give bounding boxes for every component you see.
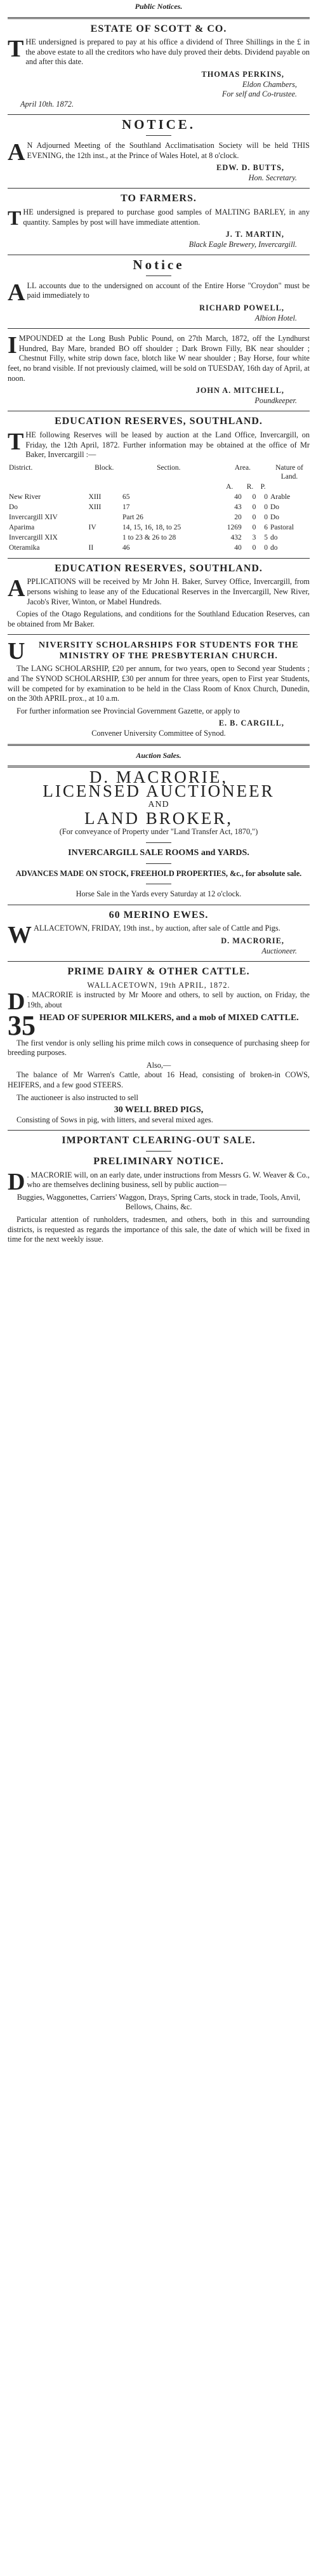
- table-cell: 17: [122, 503, 130, 511]
- notice-title: Notice: [133, 257, 185, 273]
- notice-title: EDUCATION RESERVES, SOUTHLAND.: [55, 562, 263, 574]
- column-header: Nature of Land.: [275, 463, 303, 481]
- signatory-role: Auctioneer.: [261, 946, 297, 955]
- table-cell: 0: [264, 503, 268, 511]
- advert-prime-dairy: [8, 967, 310, 1125]
- divider: [8, 744, 310, 746]
- advert-items: Buggies, Waggonettes, Carriers' Waggon, Drays, Spring Carts, stock in trade, Tools, Anvil, Bellows, Chains, &c.: [16, 1192, 301, 1212]
- signatory-role: Convener University Committee of Synod.: [91, 728, 226, 738]
- advert-body-3: The balance of Mr Warren's Cattle, about 16 Head, consisting of broken-in COWS, HEIFERS, and a few good STEERS.: [8, 1070, 310, 1089]
- advert-advances: ADVANCES MADE ON STOCK, FREEHOLD PROPERTIES, &c., for absolute sale.: [15, 868, 302, 878]
- notice-title: TO FARMERS.: [121, 193, 197, 204]
- drop-cap: T: [8, 428, 24, 455]
- notice-body: A N Adjourned Meeting of the Southland Acclimatisation Society will be held THIS EVENING, the 12th inst., at the Prince of Wales Hotel, at 8 o'clock.: [8, 138, 310, 166]
- table-cell: 0: [264, 543, 268, 552]
- stock-count: 35: [8, 1009, 36, 1041]
- signatory-role: For self and Co-trustee.: [221, 90, 297, 99]
- advert-also: Also,—: [146, 1060, 171, 1070]
- table-cell: 1269: [227, 523, 242, 531]
- advert-body-4: The auctioneer is also instructed to sell: [16, 1092, 138, 1102]
- advert-merino-ewes: [8, 910, 310, 956]
- signatory-name: D. MACRORIE,: [221, 936, 284, 946]
- divider: [8, 114, 310, 115]
- table-cell: 0: [252, 493, 256, 501]
- table-cell: 0: [264, 513, 268, 521]
- unit-header: R.: [246, 482, 254, 491]
- notice-university-scholarships: [8, 640, 310, 738]
- signatory-name: THOMAS PERKINS,: [201, 69, 284, 79]
- notice-estate-scott: [8, 24, 310, 110]
- table-cell: Invercargill XIX: [9, 533, 58, 541]
- table-units-row: [8, 482, 310, 492]
- reserves-table-body: [8, 492, 310, 553]
- column-header: Area.: [234, 463, 251, 472]
- section-title-auction-sales: Auction Sales.: [136, 750, 181, 760]
- divider: [8, 328, 310, 329]
- table-cell: 43: [234, 503, 242, 511]
- table-header-row: [8, 463, 310, 482]
- table-cell: Aparima: [9, 523, 35, 531]
- notice-body: The LANG SCHOLARSHIP, £20 per annum, for two years, open to Second year Students ; and The SYNOD SCHOLARSHIP, £30 per annum for three years, open to First year Students, will be competed for by examination to be held in the Class Room of Knox Church, Dunedin, on the 30th APRIL prox., at 10 a.m.: [8, 664, 310, 703]
- notice-to-farmers: [8, 194, 310, 249]
- drop-cap: I: [8, 332, 17, 359]
- divider: [8, 961, 310, 962]
- table-cell: 3: [252, 533, 256, 541]
- drop-cap: T: [8, 36, 24, 63]
- unit-header: P.: [260, 482, 266, 491]
- table-cell: Do: [270, 503, 280, 511]
- advert-horse-sale: Horse Sale in the Yards every Saturday at 12 o'clock.: [76, 889, 242, 899]
- notice-body: APPLICATIONS will be received by Mr John H. Baker, Survey Office, Invercargill, from persons wishing to lease any of the Educational Reserves in the Invercargill, New River, Jacob's River, Winton, or Mabel Hundreds.: [8, 575, 310, 606]
- notice-heading: U NIVERSITY SCHOLARSHIPS FOR STUDENTS FOR THE MINISTRY OF THE PRESBYTERIAN CHURCH.: [8, 638, 299, 665]
- drop-cap: A: [8, 279, 25, 306]
- table-row: [8, 533, 310, 543]
- notice-title: NOTICE.: [121, 117, 196, 133]
- signatory-place: Albion Hotel.: [254, 313, 297, 322]
- column-header: District.: [9, 463, 33, 472]
- advert-pigs: 30 WELL BRED PIGS,: [114, 1105, 204, 1115]
- advert-and: AND: [148, 800, 169, 810]
- table-cell: 20: [234, 513, 242, 521]
- divider: [8, 1130, 310, 1131]
- table-cell: 432: [230, 533, 242, 541]
- column-header: Section.: [157, 463, 181, 472]
- column-header: Block.: [95, 463, 114, 472]
- divider: [146, 863, 171, 864]
- drop-cap: T: [8, 206, 22, 229]
- divider: [146, 842, 171, 843]
- table-cell: 0: [252, 523, 256, 531]
- table-row: [8, 522, 310, 533]
- notice-body-2: Copies of the Otago Regulations, and conditions for the Southland Education Reserves, can be obtained from Mr Baker.: [8, 609, 310, 628]
- advert-stock: 35 HEAD OF SUPERIOR MILKERS, and a mob of MIXED CATTLE.: [8, 1009, 299, 1041]
- notice-title: ESTATE OF SCOTT & CO.: [90, 23, 227, 34]
- notice-education-reserves-applications: [8, 564, 310, 630]
- signatory-role: Poundkeeper.: [254, 395, 297, 405]
- table-cell: Arable: [270, 493, 291, 501]
- advert-note: (For conveyance of Property under "Land Transfer Act, 1870,"): [59, 827, 258, 837]
- signatory-place: Black Eagle Brewery, Invercargill.: [188, 239, 297, 249]
- table-cell: 0: [252, 543, 256, 552]
- table-cell: 0: [252, 513, 256, 521]
- notice-title: EDUCATION RESERVES, SOUTHLAND.: [55, 416, 263, 427]
- signatory-address: Eldon Chambers,: [242, 79, 297, 89]
- notice-education-reserves-lease: [8, 416, 310, 552]
- unit-header: A.: [226, 482, 234, 491]
- notice-body-2: For further information see Provincial Government Gazette, or apply to: [16, 706, 240, 715]
- drop-cap: W: [8, 922, 32, 949]
- reserves-table: [8, 463, 310, 553]
- advert-date: WALLACETOWN, 19th APRIL, 1872.: [87, 980, 230, 990]
- advert-body-2: The first vendor is only selling his prime milch cows in consequence of purchasing sheep for breeding purposes.: [8, 1038, 310, 1058]
- signatory-name: RICHARD POWELL,: [199, 303, 284, 313]
- table-cell: Oteramika: [9, 543, 40, 552]
- table-cell: 5: [264, 533, 268, 541]
- advert-clearing-sale-title: IMPORTANT CLEARING-OUT SALE.: [62, 1135, 256, 1146]
- notice-impounded: [8, 334, 310, 406]
- advert-body: WALLACETOWN, FRIDAY, 19th inst., by auction, after sale of Cattle and Pigs.: [8, 922, 280, 949]
- table-cell: [88, 512, 121, 522]
- table-cell: XIII: [88, 493, 102, 501]
- table-cell: IV: [88, 523, 96, 531]
- advert-name: D. MACRORIE,: [89, 767, 228, 787]
- table-cell: New River: [9, 493, 41, 501]
- notice-body: THE undersigned is prepared to pay at his office a dividend of Three Shillings in the £ in the above estate to all the creditors who have duly proved their debts. Dividend payable on and after this date.: [8, 36, 310, 67]
- drop-cap: D: [8, 1168, 25, 1195]
- divider: [8, 558, 310, 559]
- divider: [8, 188, 310, 189]
- table-cell: Pastoral: [270, 523, 294, 531]
- table-cell: do: [270, 533, 278, 541]
- notice-date: April 10th. 1872.: [20, 99, 74, 109]
- advert-title: PRIME DAIRY & OTHER CATTLE.: [67, 966, 250, 978]
- advert-title: 60 MERINO EWES.: [109, 909, 209, 920]
- signatory-name: JOHN A. MITCHELL,: [195, 386, 284, 395]
- table-cell: Invercargill XIV: [9, 513, 58, 521]
- advert-preliminary-notice: [8, 1157, 310, 1245]
- advert-body-2: Particular attention of runholders, tradesmen, and others, both in this and surrounding districts, is requested as regards the importance of this sale, the date of which will be fixed in time for the next weekly issue.: [8, 1214, 310, 1244]
- table-cell: 40: [234, 493, 242, 501]
- advert-rooms: INVERCARGILL SALE ROOMS and YARDS.: [68, 848, 249, 858]
- signatory-name: EDW. D. BUTTS,: [216, 163, 284, 173]
- table-cell: [88, 533, 121, 543]
- table-cell: 40: [234, 543, 242, 552]
- advert-broker: LAND BROKER,: [84, 808, 233, 828]
- advert-macrorie: [8, 767, 310, 900]
- table-cell: II: [88, 543, 94, 552]
- table-row: [8, 502, 310, 512]
- advert-title: PRELIMINARY NOTICE.: [93, 1155, 224, 1167]
- advert-body: D . MACRORIE will, on an early date, under instructions from Messrs G. W. Weaver & Co., who are themselves declining business, sell by public auction—: [8, 1168, 310, 1195]
- divider: [8, 17, 310, 19]
- section-title-public-notices: Public Notices.: [135, 2, 183, 11]
- drop-cap: U: [8, 638, 26, 665]
- advert-licensed: LICENSED AUCTIONEER: [43, 781, 275, 800]
- table-cell: 0: [264, 493, 268, 501]
- drop-cap: A: [8, 138, 25, 166]
- drop-cap: A: [8, 575, 25, 602]
- table-cell: Do: [270, 513, 280, 521]
- notice-body: IMPOUNDED at the Long Bush Public Pound, on 27th March, 1872, off the Lyndhurst Hundred, Bay Mare, branded BO off shoulder ; Dark Brown Filly, BK near shoulder ; Chestnut Filly, white strip down face, blotch like W near shoulder ; Bay Horse, four white feet, no brand visible. If not previously claimed, will be sold on TUESDAY, 16th day of April, at noon.: [8, 332, 310, 383]
- table-cell: do: [270, 543, 278, 552]
- divider: [146, 135, 171, 136]
- notice-croydon: [8, 257, 310, 323]
- table-row: [8, 492, 310, 502]
- signatory-name: J. T. MARTIN,: [225, 230, 284, 239]
- table-cell: Do: [9, 503, 18, 511]
- table-cell: 6: [264, 523, 268, 531]
- signatory-name: E. B. CARGILL,: [218, 719, 284, 728]
- drop-cap: D: [8, 988, 25, 1016]
- table-cell: Part 26: [122, 513, 143, 521]
- table-cell: 46: [122, 543, 130, 552]
- notice-body: THE undersigned is prepared to purchase good samples of MALTING BARLEY, in any quantity. Samples by post will have immediate attention.: [8, 206, 310, 229]
- signatory-role: Hon. Secretary.: [248, 173, 297, 182]
- table-row: [8, 512, 310, 522]
- table-cell: 0: [252, 503, 256, 511]
- notice-body: ALL accounts due to the undersigned on account of the Entire Horse "Croydon" must be paid immediately to: [8, 279, 310, 306]
- table-row: [8, 543, 310, 553]
- divider: [146, 1151, 171, 1152]
- advert-body-5: Consisting of Sows in pig, with litters, and several mixed ages.: [16, 1115, 213, 1124]
- notice-body: THE following Reserves will be leased by auction at the Land Office, Invercargill, on Friday, the 12th April, 1872. Further information may be obtained at the office of Mr Baker, Invercargill :—: [8, 428, 310, 460]
- table-cell: 14, 15, 16, 18, to 25: [122, 523, 181, 531]
- table-cell: XIII: [88, 503, 102, 511]
- advert-body: D . MACRORIE is instructed by Mr Moore and others, to sell by auction, on Friday, the 19th, about: [8, 988, 310, 1016]
- table-cell: 1 to 23 & 26 to 28: [122, 533, 176, 541]
- notice-acclimatisation: [8, 117, 310, 183]
- table-cell: 65: [122, 493, 130, 501]
- divider: [8, 634, 310, 635]
